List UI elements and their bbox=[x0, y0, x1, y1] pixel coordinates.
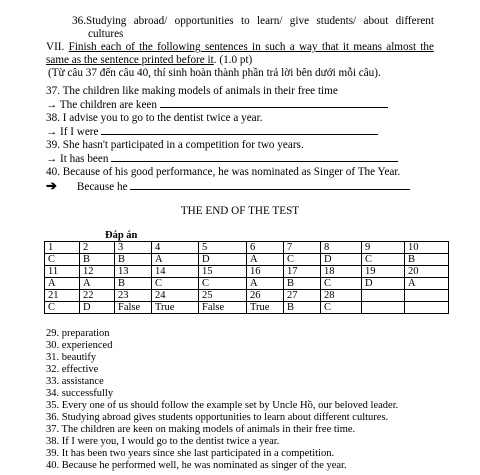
q40-prompt: ➔ Because he bbox=[46, 179, 410, 194]
table-cell bbox=[405, 290, 449, 302]
table-cell: 17 bbox=[284, 266, 321, 278]
table-cell: 13 bbox=[115, 266, 152, 278]
answers-label: Đáp án bbox=[105, 230, 138, 241]
table-cell: 2 bbox=[80, 242, 115, 254]
list-item: 39. It has been two years since she last participated in a competition. bbox=[46, 448, 335, 459]
table-cell: 8 bbox=[321, 242, 362, 254]
section7-heading-line1: VII. Finish each of the following sentences in such a way that it means almost the bbox=[46, 41, 434, 53]
table-cell: 25 bbox=[199, 290, 247, 302]
table-cell: 10 bbox=[405, 242, 449, 254]
table-cell: False bbox=[115, 302, 152, 314]
table-cell: C bbox=[284, 254, 321, 266]
list-item: 34. successfully bbox=[46, 388, 114, 399]
list-item: 40. Because he performed well, he was nominated as singer of the year. bbox=[46, 460, 347, 471]
table-row bbox=[45, 254, 449, 266]
table-cell: B bbox=[115, 278, 152, 290]
table-cell bbox=[405, 302, 449, 314]
table-cell: 11 bbox=[45, 266, 80, 278]
table-row bbox=[45, 302, 449, 314]
list-item: 35. Every one of us should follow the example set by Uncle Hồ, our beloved leader. bbox=[46, 400, 399, 411]
table-cell: 14 bbox=[152, 266, 199, 278]
end-of-test: THE END OF THE TEST bbox=[180, 205, 300, 217]
table-cell: 3 bbox=[115, 242, 152, 254]
table-cell: 26 bbox=[247, 290, 284, 302]
q40-answer-line[interactable] bbox=[130, 180, 410, 190]
table-cell: 5 bbox=[199, 242, 247, 254]
table-cell: C bbox=[45, 302, 80, 314]
right-arrow-icon: ➔ bbox=[46, 178, 57, 193]
table-cell: A bbox=[80, 278, 115, 290]
table-cell: 20 bbox=[405, 266, 449, 278]
table-cell: 22 bbox=[80, 290, 115, 302]
table-cell: 9 bbox=[362, 242, 405, 254]
table-cell: 16 bbox=[247, 266, 284, 278]
q36-line2: cultures bbox=[88, 28, 124, 40]
q40-sentence: 40. Because of his good performance, he was nominated as Singer of The Year. bbox=[46, 166, 401, 178]
table-row bbox=[45, 266, 449, 278]
list-item: 31. beautify bbox=[46, 352, 97, 363]
q37-answer-line[interactable] bbox=[160, 98, 388, 108]
table-cell: A bbox=[405, 278, 449, 290]
q39-answer-line[interactable] bbox=[111, 152, 398, 162]
table-cell: 12 bbox=[80, 266, 115, 278]
table-cell: 4 bbox=[152, 242, 199, 254]
table-cell: B bbox=[284, 278, 321, 290]
q36-line1: 36.Studying abroad/ opportunities to learn/ give students/ about different bbox=[72, 15, 434, 27]
table-cell: True bbox=[247, 302, 284, 314]
table-cell: A bbox=[247, 254, 284, 266]
list-item: 33. assistance bbox=[46, 376, 104, 387]
q38-prompt: → If I were bbox=[46, 125, 378, 139]
q37-prompt: → The children are keen bbox=[46, 98, 388, 112]
table-row bbox=[45, 242, 449, 254]
list-item: 37. The children are keen on making models of animals in their free time. bbox=[46, 424, 356, 435]
table-cell: D bbox=[321, 254, 362, 266]
table-cell: B bbox=[405, 254, 449, 266]
q39-sentence: 39. She hasn't participated in a competition for two years. bbox=[46, 139, 304, 151]
answer-table-body bbox=[45, 242, 449, 314]
table-cell: D bbox=[199, 254, 247, 266]
table-cell bbox=[362, 290, 405, 302]
table-cell: 7 bbox=[284, 242, 321, 254]
table-cell: B bbox=[284, 302, 321, 314]
q39-prompt: → It has been bbox=[46, 152, 398, 166]
table-cell: C bbox=[45, 254, 80, 266]
table-cell: D bbox=[80, 302, 115, 314]
list-item: 32. effective bbox=[46, 364, 99, 375]
table-cell: A bbox=[247, 278, 284, 290]
table-cell: False bbox=[199, 302, 247, 314]
table-cell: 21 bbox=[45, 290, 80, 302]
list-item: 29. preparation bbox=[46, 328, 110, 339]
table-cell: 28 bbox=[321, 290, 362, 302]
q37-sentence: 37. The children like making models of animals in their free time bbox=[46, 85, 338, 97]
table-cell: 23 bbox=[115, 290, 152, 302]
table-cell: 1 bbox=[45, 242, 80, 254]
table-row bbox=[45, 278, 449, 290]
table-cell: D bbox=[362, 278, 405, 290]
table-cell: C bbox=[321, 302, 362, 314]
table-cell bbox=[362, 302, 405, 314]
table-cell: 24 bbox=[152, 290, 199, 302]
table-cell: C bbox=[362, 254, 405, 266]
table-cell: 19 bbox=[362, 266, 405, 278]
table-cell: C bbox=[199, 278, 247, 290]
table-cell: A bbox=[45, 278, 80, 290]
table-cell: B bbox=[80, 254, 115, 266]
table-cell: 6 bbox=[247, 242, 284, 254]
section7-note: (Từ câu 37 đến câu 40, thí sinh hoàn thành phần trả lời bên dưới mỗi câu). bbox=[48, 67, 381, 79]
table-cell: B bbox=[115, 254, 152, 266]
q38-sentence: 38. I advise you to go to the dentist twice a year. bbox=[46, 112, 263, 124]
list-item: 30. experienced bbox=[46, 340, 113, 351]
section7-heading-line2: same as the sentence printed before it. (1.0 pt) bbox=[46, 54, 253, 66]
table-row bbox=[45, 290, 449, 302]
table-cell: C bbox=[321, 278, 362, 290]
table-cell: A bbox=[152, 254, 199, 266]
table-cell: 15 bbox=[199, 266, 247, 278]
table-cell: 18 bbox=[321, 266, 362, 278]
table-cell: 27 bbox=[284, 290, 321, 302]
answer-table bbox=[44, 241, 449, 314]
list-item: 36. Studying abroad gives students opportunities to learn about different cultures. bbox=[46, 412, 389, 423]
list-item: 38. If I were you, I would go to the dentist twice a year. bbox=[46, 436, 280, 447]
table-cell: C bbox=[152, 278, 199, 290]
table-cell: True bbox=[152, 302, 199, 314]
q38-answer-line[interactable] bbox=[101, 125, 378, 135]
